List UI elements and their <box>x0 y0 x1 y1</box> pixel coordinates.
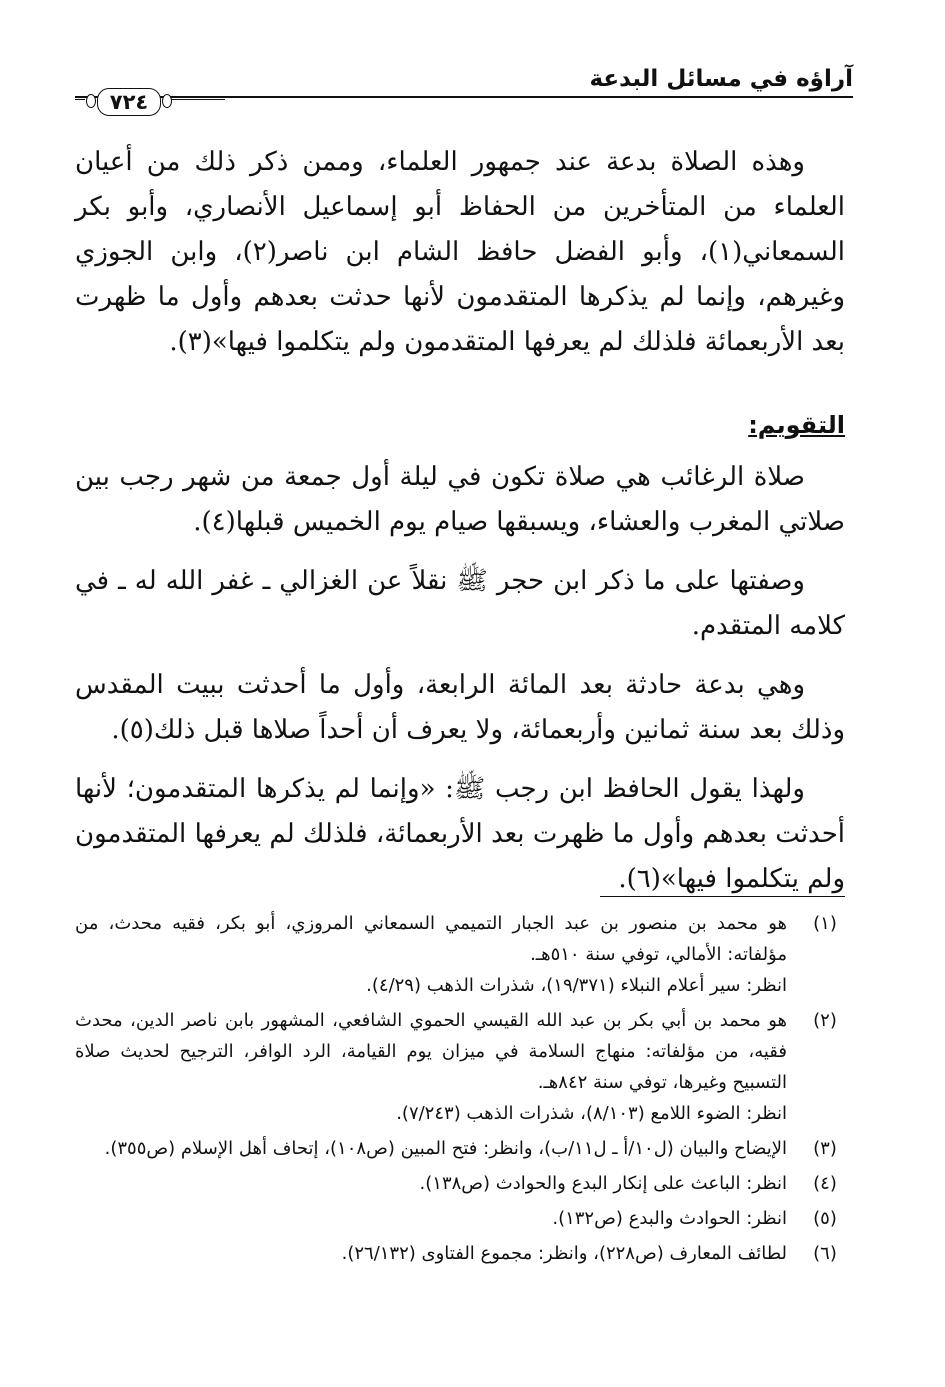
paragraph-5: ولهذا يقول الحافظ ابن رجب ﷺ: «وإنما لم يذكرها المتقدمون؛ لأنها أحدثت بعدهم وأول ما ظهرت بعد الأربعمائة، فلذلك لم يعرفها المتقدمون ولم يتكلموا فيها»(٦). <box>75 774 845 894</box>
footnote-number: (٦) <box>813 1243 837 1264</box>
footnote-text: انظر: سير أعلام النبلاء (١٩/٣٧١)، شذرات الذهب (٤/٢٩). <box>366 975 787 996</box>
footnote-3 <box>75 1133 845 1164</box>
footnote-text: انظر: الحوادث والبدع (ص١٣٢). <box>552 1208 787 1229</box>
ornament-line-left <box>75 99 85 100</box>
section-heading-text: التقويم: <box>748 411 845 439</box>
footnote-number: (٥) <box>813 1208 837 1229</box>
footnote-text: الإيضاح والبيان (ل١٠/أ ـ ل١١/ب)، وانظر: فتح المبين (ص١٠٨)، إتحاف أهل الإسلام (ص٣٥٥). <box>104 1138 787 1159</box>
section-heading <box>75 405 845 445</box>
main-text <box>75 140 845 902</box>
ornament-line-right <box>171 99 225 100</box>
footnotes <box>75 908 845 1273</box>
paragraph-1: وهذه الصلاة بدعة عند جمهور العلماء، وممن ذكر ذلك من أعيان العلماء من المتأخرين من الحفاظ أبو إسماعيل الأنصاري، وأبو بكر السمعاني(١)، وأبو الفضل حافظ الشام ابن ناصر(٢)، وابن الجوزي وغيرهم، وإنما لم يذكرها المتقدمون لأنها حدثت بعدهم وأول ما ظهرت بعد الأربعمائة فلذلك لم يعرفها المتقدمون ولم يتكلموا فيها»(٣). <box>75 147 846 357</box>
footnote-text: لطائف المعارف (ص٢٢٨)، وانظر: مجموع الفتاوى (٢٦/١٣٢). <box>341 1243 787 1264</box>
page-number: ٧٢٤ <box>97 88 161 116</box>
footnote-text: هو محمد بن أبي بكر بن عبد الله القيسي الحموي الشافعي، المشهور بابن ناصر الدين، محدث فقيه، من مؤلفاته: منهاج السلامة في ميزان يوم القيامة، الرد الوافر، الترجيح لحديث صلاة التسبيح وغيرها، توفي سنة ٨٤٢هـ. <box>75 1010 787 1093</box>
footnote-text: انظر: الضوء اللامع (٨/١٠٣)، شذرات الذهب (٧/٢٤٣). <box>396 1103 787 1124</box>
page-number-ornament <box>75 88 225 114</box>
footnote-5 <box>75 1203 845 1234</box>
paragraph-3: وصفتها على ما ذكر ابن حجر ﷺ نقلاً عن الغزالي ـ غفر الله له ـ في كلامه المتقدم. <box>75 566 845 641</box>
footnote-number: (١) <box>813 913 837 934</box>
footnote-2 <box>75 1005 845 1129</box>
paragraph-4: وهي بدعة حادثة بعد المائة الرابعة، وأول ما أحدثت ببيت المقدس وذلك بعد سنة ثمانين وأربعمائة، ولا يعرف أن أحداً صلاها قبل ذلك(٥). <box>75 670 845 745</box>
footnote-number: (٤) <box>813 1173 837 1194</box>
footnote-text: انظر: الباعث على إنكار البدع والحوادث (ص١٣٨). <box>419 1173 787 1194</box>
footnote-4 <box>75 1168 845 1199</box>
footnote-text: هو محمد بن منصور بن عبد الجبار التميمي السمعاني المروزي، أبو بكر، فقيه محدث، من مؤلفاته: الأمالي، توفي سنة ٥١٠هـ. <box>75 913 787 965</box>
footnote-separator <box>600 896 845 897</box>
paragraph-2: صلاة الرغائب هي صلاة تكون في ليلة أول جمعة من شهر رجب بين صلاتي المغرب والعشاء، ويسبقها صيام يوم الخميس قبلها(٤). <box>75 462 845 537</box>
footnote-6 <box>75 1238 845 1269</box>
footnote-number: (٢) <box>813 1010 837 1031</box>
page-header <box>75 62 853 114</box>
footnote-1 <box>75 908 845 1001</box>
running-title: آراؤه في مسائل البدعة <box>589 66 853 92</box>
footnote-number: (٣) <box>813 1138 837 1159</box>
